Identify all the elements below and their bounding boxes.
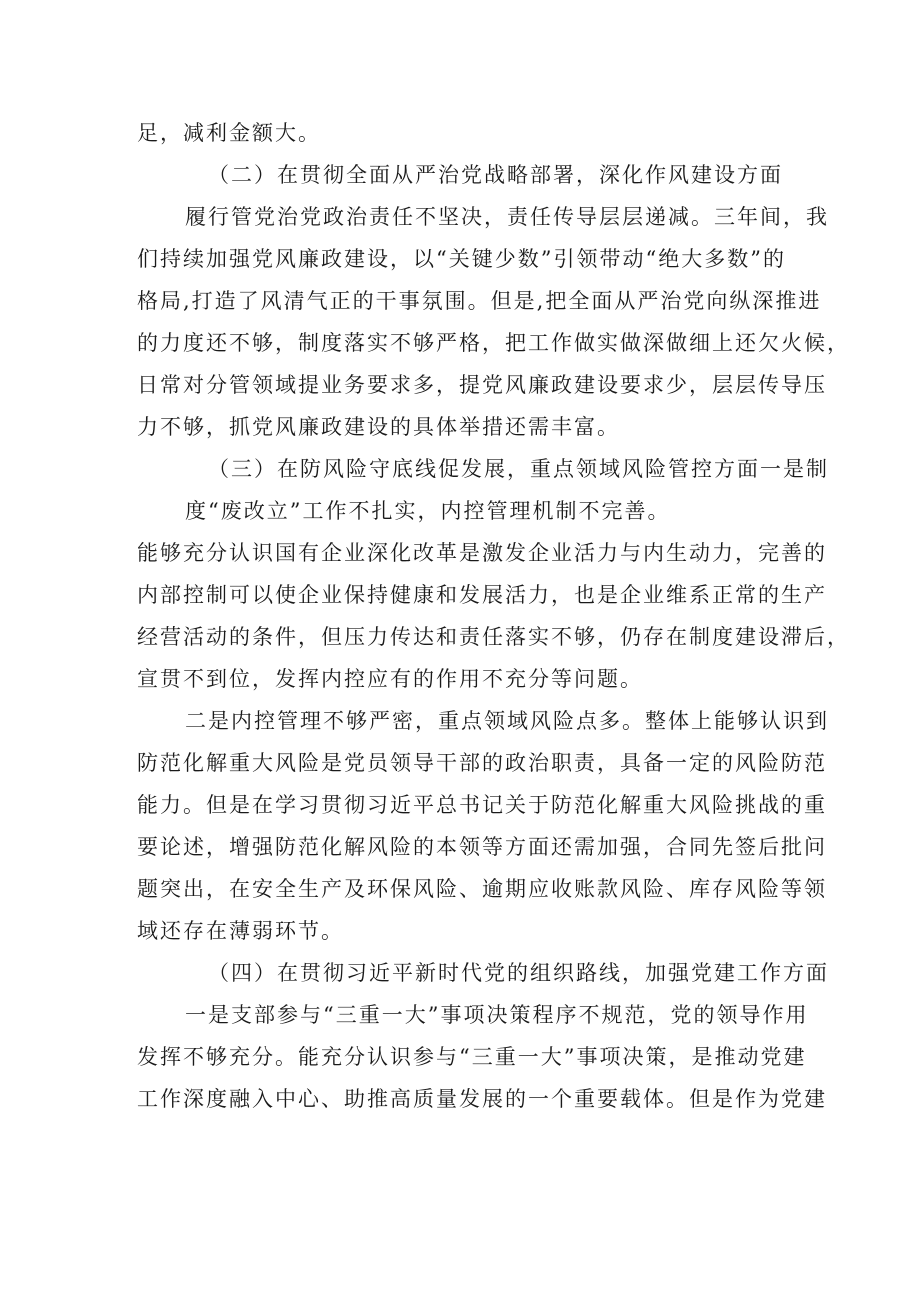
text-line: 能够充分认识国有企业深化改革是激发企业活力与内生动力，完善的 [137, 541, 827, 565]
text-line: 一是支部参与“三重一大”事项决策程序不规范，党的领导作用 [185, 1003, 809, 1027]
text-line: 发挥不够充分。能充分认识参与“三重一大”事项决策，是推动党建 [137, 1045, 807, 1069]
section-heading-3: （三）在防风险守底线促发展，重点领域风险管控方面一是制 [208, 457, 829, 481]
text-line: 能力。但是在学习贯彻习近平总书记关于防范化解重大风险挑战的重 [137, 793, 827, 817]
section-heading-2: （二）在贯彻全面从严治党战略部署，深化作风建设方面 [208, 163, 783, 187]
text-line: 履行管党治党政治责任不坚决，责任传导层层递减。三年间，我 [185, 205, 829, 229]
text-line: 二是内控管理不够严密，重点领域风险点多。整体上能够认识到 [185, 709, 829, 733]
text-line: 的力度还不够，制度落实不够严格，把工作做实做深做细上还欠火候， [137, 331, 850, 355]
text-line: 度“废改立”工作不扎实，内控管理机制不完善。 [185, 499, 671, 523]
text-line: 力不够，抓党风廉政建设的具体举措还需丰富。 [137, 415, 620, 439]
text-line: 日常对分管领域提业务要求多，提党风廉政建设要求少，层层传导压 [137, 373, 827, 397]
section-heading-4: （四）在贯彻习近平新时代党的组织路线，加强党建工作方面 [208, 961, 829, 985]
text-line: 宣贯不到位，发挥内控应有的作用不充分等问题。 [137, 667, 643, 691]
text-line: 内部控制可以使企业保持健康和发展活力，也是企业维系正常的生产 [137, 583, 827, 607]
text-line: 们持续加强党风廉政建设，以“关键少数”引领带动“绝大多数”的 [137, 247, 786, 271]
text-line: 题突出，在安全生产及环保风险、逾期应收账款风险、库存风险等领 [137, 877, 827, 901]
text-line: 格局,打造了风清气正的干事氛围。但是,把全面从严治党向纵深推进 [137, 289, 822, 313]
text-line: 经营活动的条件，但压力传达和责任落实不够，仍存在制度建设滞后， [137, 625, 850, 649]
text-line: 要论述，增强防范化解风险的本领等方面还需加强，合同先签后批问 [137, 835, 827, 859]
text-line: 域还存在薄弱环节。 [137, 919, 344, 943]
text-line: 工作深度融入中心、助推高质量发展的一个重要载体。但是作为党建 [137, 1087, 827, 1111]
text-line: 防范化解重大风险是党员领导干部的政治职责，具备一定的风险防范 [137, 751, 827, 775]
text-line: 足，减利金额大。 [137, 121, 321, 145]
